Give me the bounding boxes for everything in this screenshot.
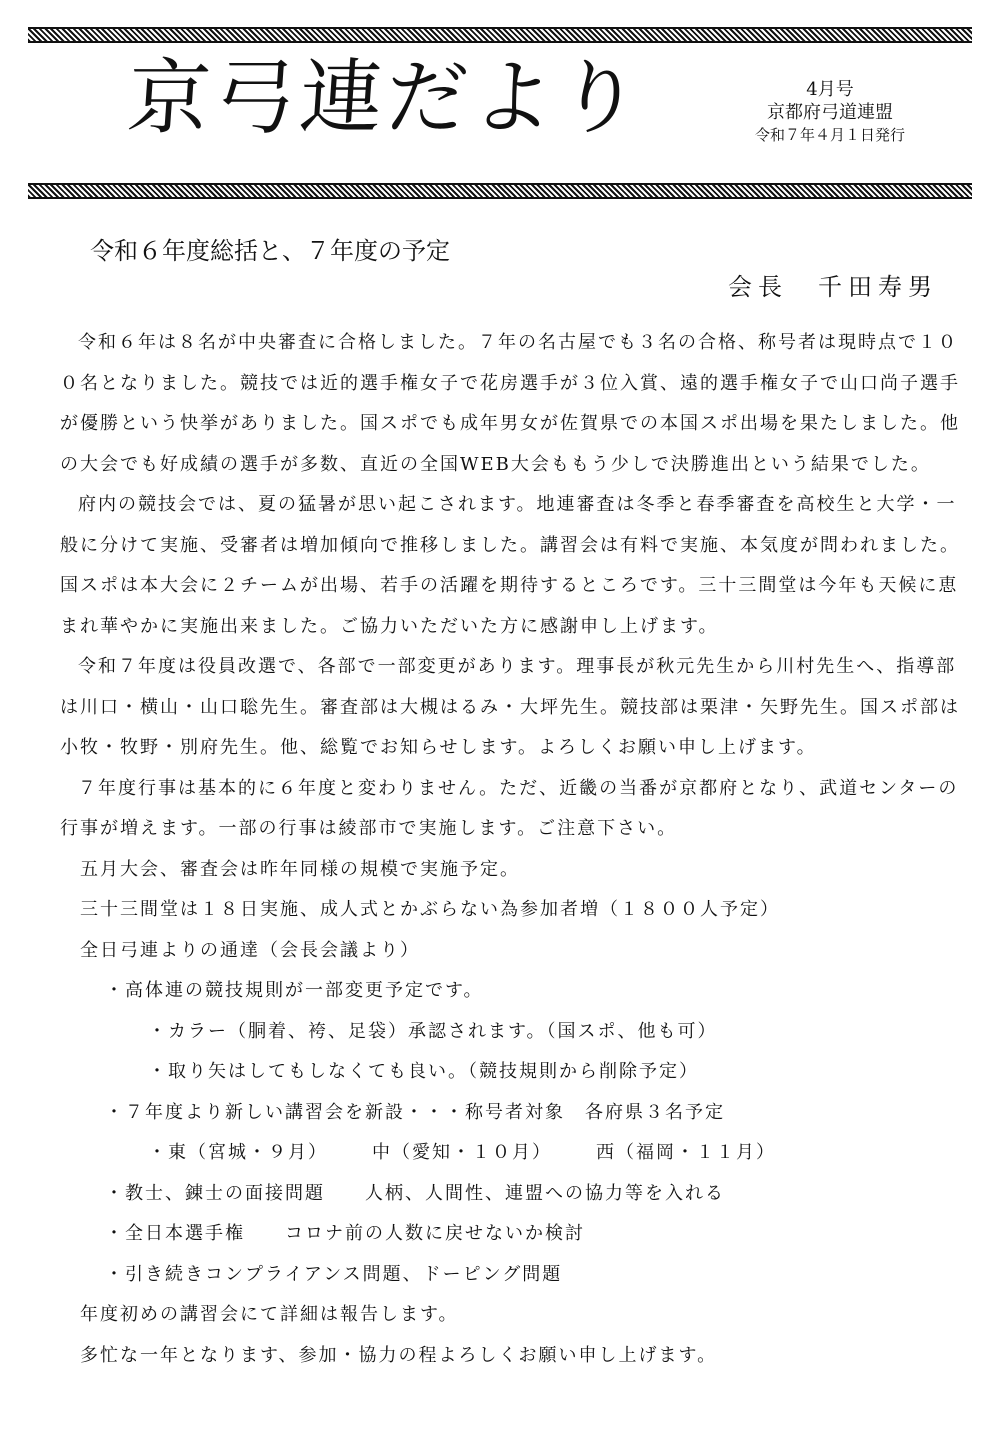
article-body: [60, 323, 970, 1376]
paragraph-r7-events: ７年度行事は基本的に６年度と変わりません。ただ、近畿の当番が京都府となり、武道センターの行事が増えます。一部の行事は綾部市で実施します。ご注意下さい。: [60, 777, 959, 839]
issue-label: 4月号: [806, 79, 854, 100]
article-title: 令和６年度総括と、７年度の予定: [90, 237, 450, 265]
line-closing: 多忙な一年となります、参加・協力の程よろしくお願い申し上げます。: [80, 1344, 718, 1366]
line-report: 年度初めの講習会にて詳細は報告します。: [80, 1304, 459, 1325]
paragraph-local-events: 府内の競技会では、夏の猛暑が思い起こされます。地連審査は冬季と春季審査を高校生と大学・一般に分けて実施、受審者は増加傾向で推移しました。講習会は有料で実施、本気度が問われました。国スポは本大会に２チームが出場、若手の活躍を期待するところです。三十三間堂は今年も天候に恵まれ華やかに実施出来ました。ご協力いただいた方に感謝申し上げます。: [60, 494, 960, 637]
bottom-decorative-band: [28, 183, 972, 199]
notice-interview: ・教士、錬士の面接問題 人柄、人間性、連盟への協力等を入れる: [105, 1182, 725, 1204]
region-east: ・東（宮城・９月）: [148, 1142, 328, 1163]
region-central: 中（愛知・１０月）: [372, 1142, 552, 1163]
notice-championship: ・全日本選手権 コロナ前の人数に戻せないか検討: [105, 1223, 585, 1244]
notice-new-course: ・７年度より新しい講習会を新設・・・称号者対象 各府県３名予定: [105, 1101, 725, 1123]
paragraph-officer-changes: 令和７年度は役員改選で、各部で一部変更があります。理事長が秋元先生から川村先生へ、指導部は川口・横山・山口聡先生。審査部は大槻はるみ・大坪先生。競技部は栗津・矢野先生。国スポ部は小牧・牧野・別府先生。他、総覧でお知らせします。よろしくお願い申し上げます。: [60, 656, 960, 758]
notice-koutairen: ・高体連の競技規則が一部変更予定です。: [105, 980, 484, 1001]
notice-regions: [60, 1133, 970, 1174]
article-author: 会長 千田寿男: [728, 273, 938, 301]
paragraph-summary-r6: 令和６年は８名が中央審査に合格しました。７年の名古屋でも３名の合格、称号者は現時点で１００名となりました。競技では近的選手権女子で花房選手が３位入賞、遠的選手権女子で山口尚子選手が優勝という快挙がありました。国スポでも成年男女が佐賀県での本国スポ出場を果たしました。他の大会でも好成績の選手が多数、直近の全国WEB大会ももう少しで決勝進出という結果でした。: [60, 332, 960, 475]
masthead-title: 京弓連だより: [124, 51, 648, 146]
organization-name: 京都府弓道連盟: [767, 102, 893, 123]
publish-date: 令和７年４月１日発行: [754, 126, 905, 144]
line-may-tournament: 五月大会、審査会は昨年同様の規模で実施予定。: [80, 858, 520, 880]
line-sanjusangendo: 三十三間堂は１８日実施、成人式とかぶらない為参加者増（１８００人予定）: [80, 899, 780, 920]
notice-compliance: ・引き続きコンプライアンス問題、ドーピング問題: [105, 1263, 563, 1285]
region-west: 西（福岡・１１月）: [596, 1142, 776, 1163]
line-notice-heading: 全日弓連よりの通達（会長会議より）: [80, 939, 420, 961]
top-decorative-band: [28, 27, 972, 43]
issue-info: [730, 78, 930, 147]
notice-collar: ・カラー（胴着、袴、足袋）承認されます。（国スポ、他も可）: [148, 1020, 718, 1042]
notice-toriya: ・取り矢はしてもしなくても良い。（競技規則から削除予定）: [148, 1061, 699, 1082]
